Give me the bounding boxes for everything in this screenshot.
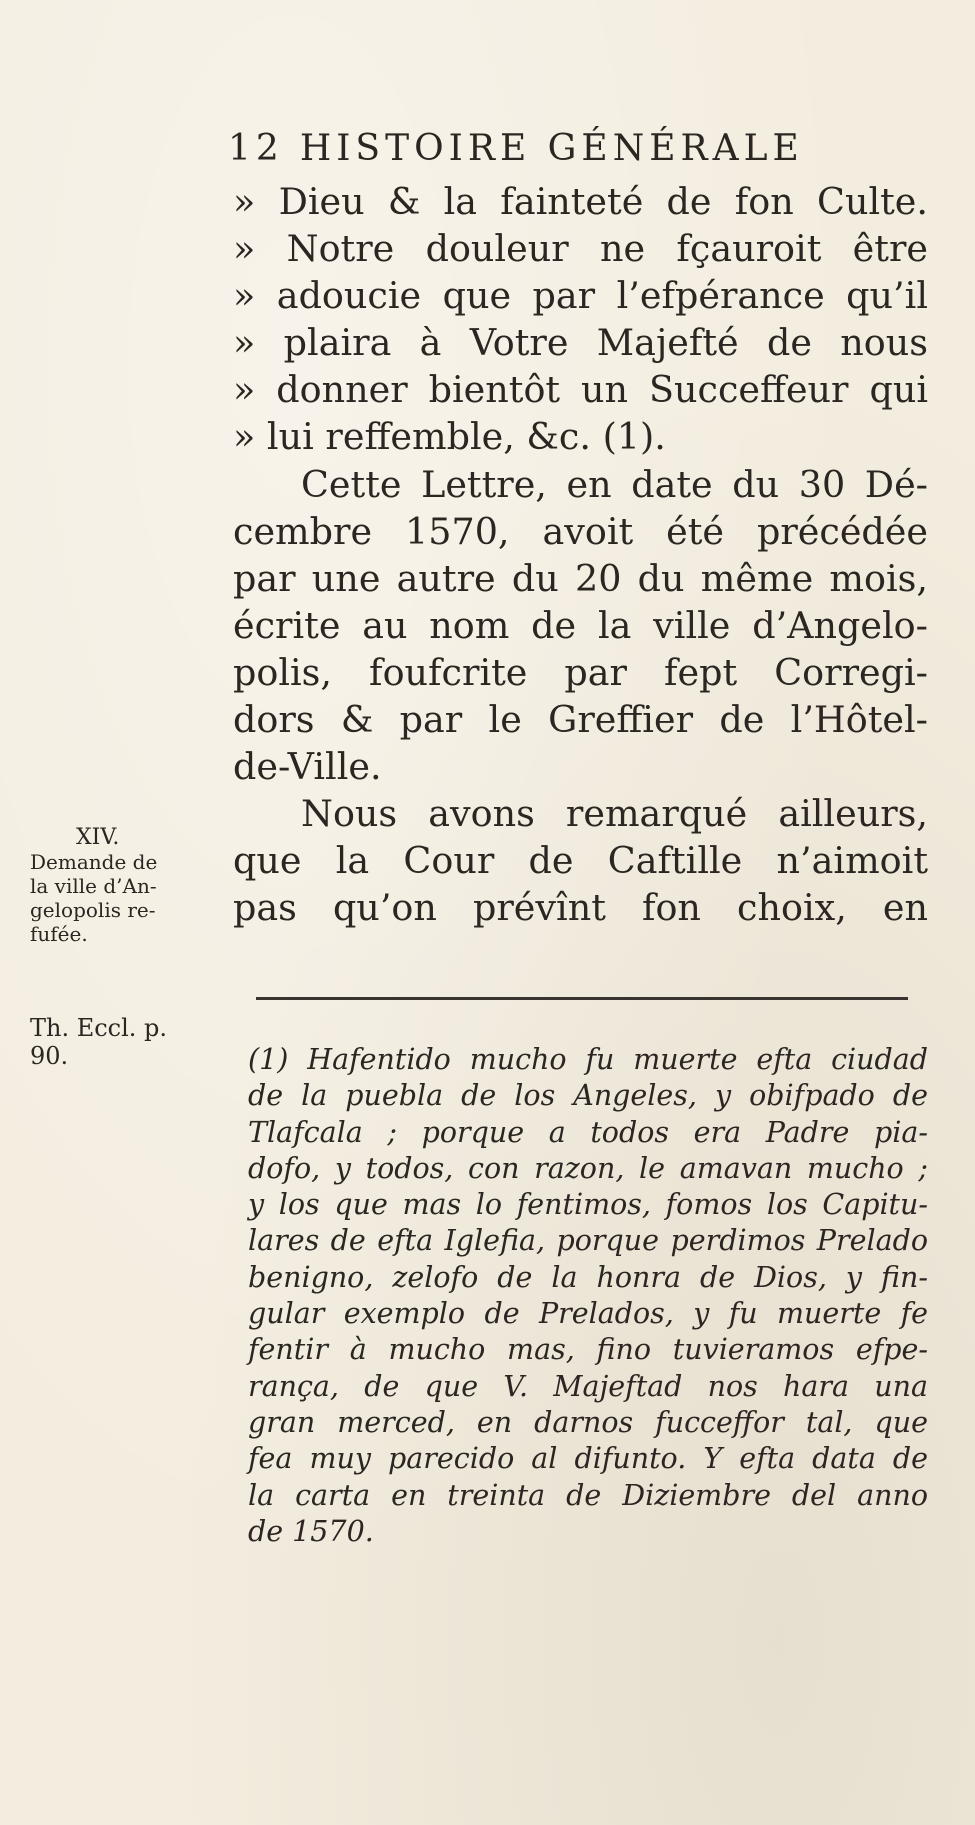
footnote: [248, 1042, 928, 1550]
margin-note-number: XIV.: [76, 825, 120, 850]
margin-note-line: Demande de: [30, 850, 158, 874]
margin-note-line: la ville d’An-: [30, 874, 157, 898]
footnote-line: de 1570.: [248, 1514, 374, 1548]
text-line: polis, foufcrite par fept Corregi-: [233, 650, 928, 694]
margin-note-line: gelopolis re-: [30, 898, 156, 922]
footnote-line: fea muy parecido al difunto. Y efta data de: [248, 1442, 928, 1476]
text-line: » adoucie que par l’efpérance qu’il: [233, 274, 928, 318]
text-line: » Dieu & la fainteté de fon Culte.: [233, 180, 928, 223]
margin-note-demande: [30, 826, 210, 946]
margin-note-reference: [30, 1014, 210, 1070]
text-line: » plaira à Votre Majefté de nous: [233, 321, 928, 365]
footnote-line: lares de efta Iglefia, porque perdimos Prelado: [248, 1224, 928, 1258]
text-line: par une autre du 20 du même mois,: [233, 556, 928, 600]
text-line: de-Ville.: [233, 745, 382, 789]
page-number: 12: [228, 128, 284, 169]
margin-note-line: fufée.: [30, 922, 88, 946]
main-text: [233, 178, 928, 932]
text-line: » donner bientôt un Succeffeur qui: [233, 368, 928, 412]
footnote-line: y los que mas lo fentimos, fomos los Capitu-: [248, 1188, 928, 1222]
footnote-line: fentir à mucho mas, fino tuvieramos efpe-: [248, 1333, 928, 1367]
margin-note-line: Th. Eccl. p.: [30, 1014, 168, 1042]
running-head: [228, 128, 908, 172]
footnote-line: dofo, y todos, con razon, le amavan mucho ;: [248, 1151, 928, 1185]
text-line: écrite au nom de la ville d’Angelo-: [233, 603, 928, 647]
footnote-line: gran merced, en darnos fucceffor tal, que: [248, 1405, 928, 1439]
text-line: que la Cour de Caftille n’aimoit: [233, 839, 928, 883]
footnote-line: benigno, zelofo de la honra de Dios, y fin-: [248, 1260, 928, 1294]
text-line: cembre 1570, avoit été précédée: [233, 509, 928, 553]
footnote-line: de la puebla de los Angeles, y obifpado de: [248, 1079, 928, 1113]
footnote-divider: [256, 997, 908, 1000]
footnote-line: gular exemplo de Prelados, y fu muerte fe: [248, 1297, 928, 1331]
running-title: HISTOIRE GÉNÉRALE: [299, 128, 804, 169]
text-line: pas qu’on prévînt fon choix, en: [233, 886, 928, 930]
margin-note-line: 90.: [30, 1042, 69, 1070]
footnote-line: la carta en treinta de Diziembre del anno: [248, 1478, 928, 1512]
text-line: Nous avons remarqué ailleurs,: [301, 792, 928, 836]
footnote-line: rança, de que V. Majeftad nos hara una: [248, 1369, 928, 1403]
text-line: » Notre douleur ne fçauroit être: [233, 227, 928, 271]
text-line: » lui reffemble, &c. (1).: [233, 415, 666, 459]
text-line: Cette Lettre, en date du 30 Dé-: [301, 462, 928, 506]
footnote-line: Tlafcala ; porque a todos era Padre pia-: [248, 1115, 928, 1149]
text-line: dors & par le Greffier de l’Hôtel-: [233, 698, 928, 742]
footnote-line: (1) Hafentido mucho fu muerte efta ciudad: [248, 1043, 928, 1076]
